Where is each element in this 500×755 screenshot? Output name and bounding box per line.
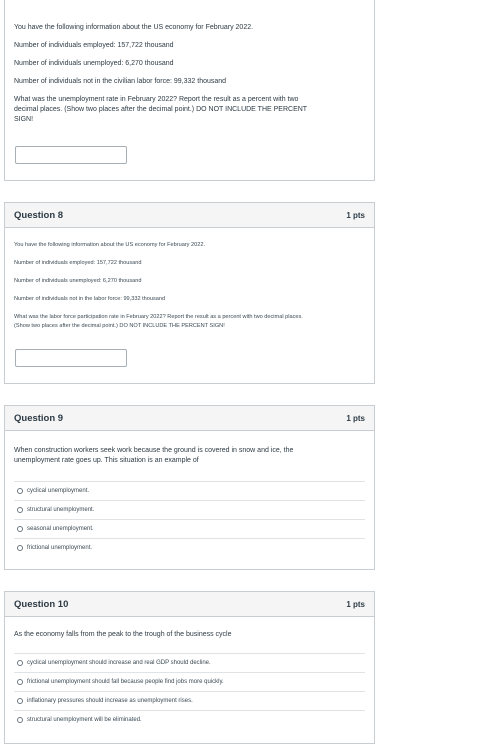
q8-line-4: Number of individuals not in the labor force: 99,332 thousand xyxy=(14,296,166,302)
q9-option-seasonal[interactable] xyxy=(14,519,365,538)
q9-option-cyclical[interactable] xyxy=(14,481,365,500)
q8-header xyxy=(5,203,374,228)
q10-option-label: inflationary pressures should increase as unemployment rises. xyxy=(27,698,193,704)
question-8-card xyxy=(4,202,375,384)
q9-option-frictional[interactable] xyxy=(14,538,365,557)
radio-icon[interactable] xyxy=(17,717,23,723)
question-9-card xyxy=(4,405,375,570)
radio-icon[interactable] xyxy=(17,488,23,494)
q9-options xyxy=(14,481,365,557)
radio-icon[interactable] xyxy=(17,679,23,685)
q9-points: 1 pts xyxy=(346,413,365,423)
q8-title: Question 8 xyxy=(14,209,64,221)
q10-options xyxy=(14,653,365,729)
q8-question-line-1: What was the labor force participation rate in February 2022? Report the result as a percent with two decimal places. xyxy=(14,314,303,320)
q8-line-1: You have the following information about the US economy for February 2022. xyxy=(14,242,206,248)
radio-icon[interactable] xyxy=(17,526,23,532)
q9-option-label: seasonal unemployment. xyxy=(27,526,94,532)
radio-icon[interactable] xyxy=(17,698,23,704)
q8-question-line-2: (Show two places after the decimal point.) DO NOT INCLUDE THE PERCENT SIGN! xyxy=(14,323,225,329)
q9-question-line-2: unemployment rate goes up. This situation is an example of xyxy=(14,457,199,464)
q10-option-label: cyclical unemployment should increase and real GDP should decline. xyxy=(27,660,211,666)
q10-title: Question 10 xyxy=(14,598,69,610)
q10-option-4[interactable] xyxy=(14,710,365,729)
q7-question-line-1: What was the unemployment rate in February 2022? Report the result as a percent with two xyxy=(14,96,299,103)
question-7-card xyxy=(4,0,375,181)
q8-answer-input[interactable] xyxy=(15,349,127,367)
q10-option-label: frictional unemployment should fall because people find jobs more quickly. xyxy=(27,679,224,685)
q7-question-line-2: decimal places. (Show two places after the decimal point.) DO NOT INCLUDE THE PERCENT xyxy=(14,106,308,113)
q9-question-line-1: When construction workers seek work because the ground is covered in snow and ice, the xyxy=(14,447,294,454)
q10-question: As the economy falls from the peak to the trough of the business cycle xyxy=(14,631,232,638)
q9-option-label: structural unemployment. xyxy=(27,507,95,513)
q8-line-2: Number of individuals employed: 157,722 thousand xyxy=(14,260,142,266)
radio-icon[interactable] xyxy=(17,507,23,513)
q10-points: 1 pts xyxy=(346,599,365,609)
q10-option-label: structural unemployment will be eliminated. xyxy=(27,717,142,723)
q7-line-3: Number of individuals unemployed: 6,270 thousand xyxy=(14,60,174,67)
q7-question-line-3: SIGN! xyxy=(14,116,34,123)
radio-icon[interactable] xyxy=(17,545,23,551)
q9-header xyxy=(5,406,374,431)
q7-line-1: You have the following information about the US economy for February 2022. xyxy=(14,24,254,31)
q7-line-2: Number of individuals employed: 157,722 thousand xyxy=(14,42,174,49)
q10-header xyxy=(5,592,374,617)
q10-option-3[interactable] xyxy=(14,691,365,710)
q9-title: Question 9 xyxy=(14,412,64,424)
q8-line-3: Number of individuals unemployed: 6,270 thousand xyxy=(14,278,142,284)
q8-points: 1 pts xyxy=(346,210,365,220)
radio-icon[interactable] xyxy=(17,660,23,666)
q9-option-structural[interactable] xyxy=(14,500,365,519)
q10-option-1[interactable] xyxy=(14,653,365,672)
q10-option-2[interactable] xyxy=(14,672,365,691)
q9-option-label: cyclical unemployment. xyxy=(27,488,90,494)
q9-option-label: frictional unemployment. xyxy=(27,545,93,551)
question-10-card xyxy=(4,591,375,744)
q7-answer-input[interactable] xyxy=(15,146,127,164)
q7-line-4: Number of individuals not in the civilian labor force: 99,332 thousand xyxy=(14,78,227,85)
